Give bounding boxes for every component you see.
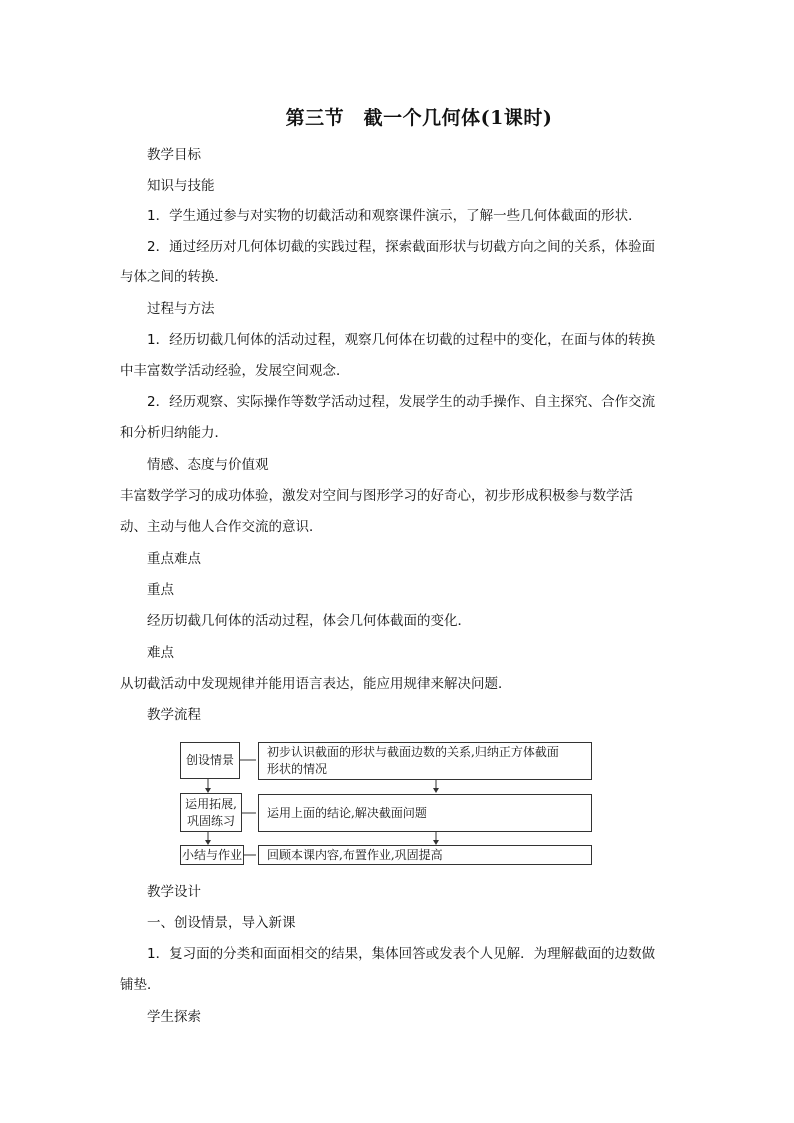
- flow-step-2-desc-line1: 运用上面的结论,解决截面问题: [267, 805, 427, 820]
- process-item-2-line1: 2．经历观察、实际操作等数学活动过程，发展学生的动手操作、自主探究、合作交流: [147, 394, 656, 410]
- knowledge-item-1: 1．学生通过参与对实物的切截活动和观察课件演示，了解一些几何体截面的形状．: [147, 208, 642, 224]
- part1-item-1-line2: 铺垫．: [120, 977, 161, 993]
- process-item-2-line2: 和分析归纳能力．: [120, 425, 228, 441]
- page-title: 第三节 截一个几何体(1课时): [285, 107, 553, 129]
- design-heading: 教学设计: [147, 884, 201, 900]
- key-text: 经历切截几何体的活动过程，体会几何体截面的变化．: [147, 613, 471, 629]
- flow-step-1-label: [180, 742, 240, 779]
- part1-item-1-line1: 1．复习面的分类和面面相交的结果，集体回答或发表个人见解．为理解截面的边数做: [147, 946, 656, 962]
- flow-step-3-desc: [258, 845, 592, 865]
- knowledge-heading: 知识与技能: [147, 178, 215, 194]
- flow-step-3-label-text: 小结与作业: [181, 847, 242, 862]
- flow-step-3-desc-line1: 回顾本课内容,布置作业,巩固提高: [267, 847, 443, 862]
- flow-step-1-desc: [258, 742, 592, 780]
- keypoints-heading: 重点难点: [147, 551, 201, 567]
- difficulty-text: 从切截活动中发现规律并能用语言表达，能应用规律来解决问题．: [120, 676, 512, 692]
- flow-heading: 教学流程: [147, 707, 201, 723]
- emotion-text-line1: 丰富数学学习的成功体验，激发对空间与图形学习的好奇心，初步形成积极参与数学活: [120, 488, 633, 504]
- flow-step-2-label-line1: 运用拓展,: [185, 796, 237, 811]
- flow-step-1-desc-line1: 初步认识截面的形状与截面边数的关系,归纳正方体截面: [267, 745, 559, 759]
- emotion-heading: 情感、态度与价值观: [147, 457, 269, 473]
- emotion-text-line2: 动、主动与他人合作交流的意识．: [120, 519, 323, 535]
- key-heading: 重点: [147, 582, 174, 598]
- flow-step-1-label-text: 创设情景: [185, 753, 234, 767]
- process-item-1-line1: 1．经历切截几何体的活动过程，观察几何体在切截的过程中的变化，在面与体的转换: [147, 332, 656, 348]
- flow-step-3-label: [180, 845, 244, 865]
- flow-step-2-label: [180, 793, 242, 832]
- knowledge-item-2-line1: 2．通过经历对几何体切截的实践过程，探索截面形状与切截方向之间的关系，体验面: [147, 239, 656, 255]
- difficulty-heading: 难点: [147, 645, 174, 661]
- explore-heading: 学生探索: [147, 1009, 201, 1025]
- part1-heading: 一、创设情景，导入新课: [147, 915, 296, 931]
- flow-step-2-desc: [258, 794, 592, 832]
- process-item-1-line2: 中丰富数学活动经验，发展空间观念．: [120, 363, 350, 379]
- flow-step-2-label-line2: 巩固练习: [186, 813, 235, 828]
- flow-step-1-desc-line2: 形状的情况: [267, 762, 328, 776]
- teaching-flowchart: [178, 738, 598, 870]
- objectives-heading: 教学目标: [147, 147, 201, 163]
- process-heading: 过程与方法: [147, 301, 215, 317]
- knowledge-item-2-line2: 与体之间的转换．: [120, 269, 228, 285]
